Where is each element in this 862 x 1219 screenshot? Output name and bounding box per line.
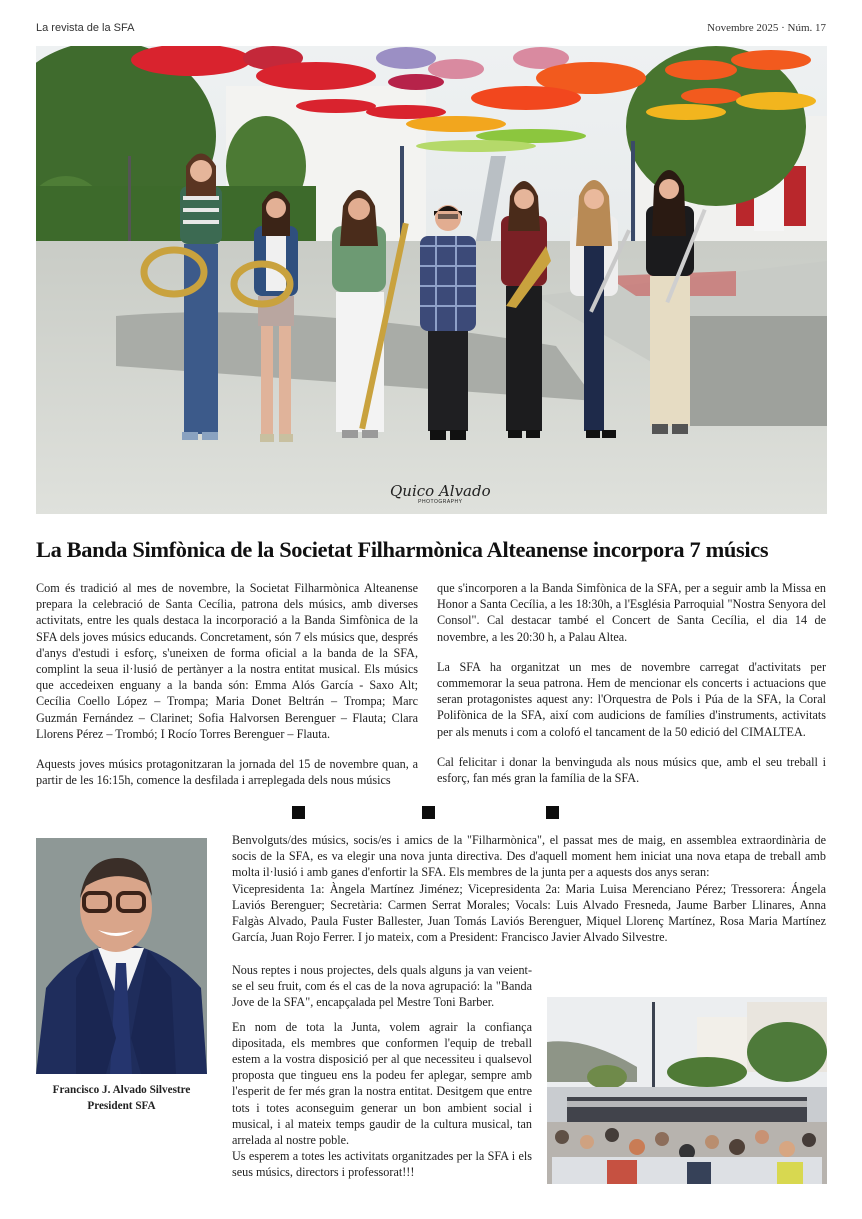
article-paragraph: La SFA ha organitzat un mes de novembre carregat d'activitats per commemorar la seua patrona. Hem de mencionar els concerts i actuacions que seran protagonistes aquest any: l'Orquestra de Pols i Púa de la SFA, la Coral Polifònica de la SFA, així com audicions de famílies d'instruments, activitats per als menuts i com a colofó el tancament de la 50 edició del CIMALTEA. — [437, 659, 826, 739]
photo-credit-subtitle: PHOTOGRAPHY — [418, 499, 463, 505]
president-letter-intro — [232, 832, 826, 945]
hero-photo — [36, 46, 827, 514]
article-paragraph: que s'incorporen a la Banda Simfònica de la SFA, per a seguir amb la Missa en Honor a Santa Cecília, a les 18:30h, a l'Església Parroquial "Nostra Senyora del Consol". Cal destacar també el Concert de Santa Cecília, el dia 14 de novembre, a les 20:30 h, a Palau Altea. — [437, 581, 826, 644]
section-separator-square — [546, 806, 559, 819]
president-portrait — [36, 838, 207, 1074]
president-letter-body — [232, 962, 532, 1181]
issue-info: Novembre 2025 · Núm. 17 — [707, 22, 826, 34]
caption-name: Francisco J. Alvado Silvestre — [52, 1084, 191, 1096]
article-paragraph: Cal felicitar i donar la benvinguda als nous músics que, amb el seu treball i esforç, fan més gran la família de la SFA. — [437, 754, 826, 786]
hero-photo-illustration — [36, 46, 827, 514]
portrait-caption — [36, 1082, 207, 1114]
photo-credit — [390, 484, 491, 505]
section-separator-square — [292, 806, 305, 819]
article-paragraph: Com és tradició al mes de novembre, la Societat Filharmònica Alteanense prepara la celebració de Santa Cecília, patrona dels músics, amb diverses activitats, entre les quals destaca la incorporació a la Banda Simfònica de la SFA dels joves músics educands. Concretament, són 7 els músics que, després d'anys d'estudi i esforç, s'uneixen de forma oficial a la banda de la SFA, complint la seua il·lusió de pertànyer a la nostra entitat musical. Els músics que accedeixen enguany a la banda són: Emma Alós García - Saxo Alt; Cecília Coello López – Trompa; Maria Donet Beltrán – Trompa; Marc Guzmán Fernández – Clarinet; Sofia Halvorsen Berenguer – Flauta; Clara Llorens Pérez – Trombó; I Rocío Torres Berenguer – Flauta. — [36, 581, 418, 741]
section-separator-square — [422, 806, 435, 819]
letter-intro-text: Benvolguts/des músics, socis/es i amics de la "Filharmònica", el passat mes de maig, en assemblea extraordinària de socis de la SFA, es va elegir una nova junta directiva. Des d'aquell moment hem iniciat una nova etapa de treball amb molta il·lusió i amb ganes d'enfortir la SFA. Els membres de la junta per a aquests dos anys seran: — [232, 833, 826, 880]
concert-photo-illustration — [547, 997, 827, 1184]
article-left-column — [36, 580, 418, 802]
article-headline: La Banda Simfònica de la Societat Filharmònica Alteanense incorpora 7 músics — [36, 537, 769, 562]
magazine-name: La revista de la SFA — [36, 22, 135, 34]
caption-role: President SFA — [87, 1100, 156, 1112]
letter-paragraph: Nous reptes i nous projectes, dels quals alguns ja van veient-se el seu fruit, com és el cas de la nova agrupació: la "Banda Jove de la SFA", encapçalada pel Mestre Toni Barber. — [232, 963, 532, 1010]
article-paragraph: Aquests joves músics protagonitzaran la jornada del 15 de novembre quan, a partir de les 16:15h, comence la desfilada i arreplegada dels nous músics — [36, 757, 418, 788]
letter-paragraph: Us esperem a totes les activitats organitzades per la SFA i els seus músics, directors i professorat!!! — [232, 1149, 532, 1180]
photo-credit-signature: Quico Alvado — [390, 482, 491, 500]
president-portrait-illustration — [36, 838, 207, 1074]
article-right-column — [437, 580, 826, 800]
concert-photo — [547, 997, 827, 1184]
board-members-text: Vicepresidenta 1a: Àngela Martínez Jiménez; Vicepresidenta 2a: Maria Luisa Merenciano Pérez; Tressorera: Ángela Laviós Berenguer; Secretària: Carmen Serrat Morales; Vocals: Luis Alvado Fresneda, Jaume Barber Llinares, Anna Falgàs Alvado, Paula Fuster Ballester, Juan Tomás Laviós Berenguer, Miquel Llorenç Martínez, Rosa Maria Martínez García, Juan Rojo Ferrer. I jo mateix, com a President: Francisco Javier Alvado Silvestre. — [232, 881, 826, 945]
letter-paragraph: En nom de tota la Junta, volem agrair la confiança dipositada, els membres que conformen l'equip de treball estem a la vostra disposició per al que necessiteu i qualsevol proposta que tingueu ens la podeu fer aplegar, sempre amb l'esperit de fer més gran la nostra entitat. Desitgem que entre tots i totes aconseguim generar un bon ambient social i musical, i al mateix temps gaudir de la cultura musical, tan arrelada al nostre poble. — [232, 1019, 532, 1148]
